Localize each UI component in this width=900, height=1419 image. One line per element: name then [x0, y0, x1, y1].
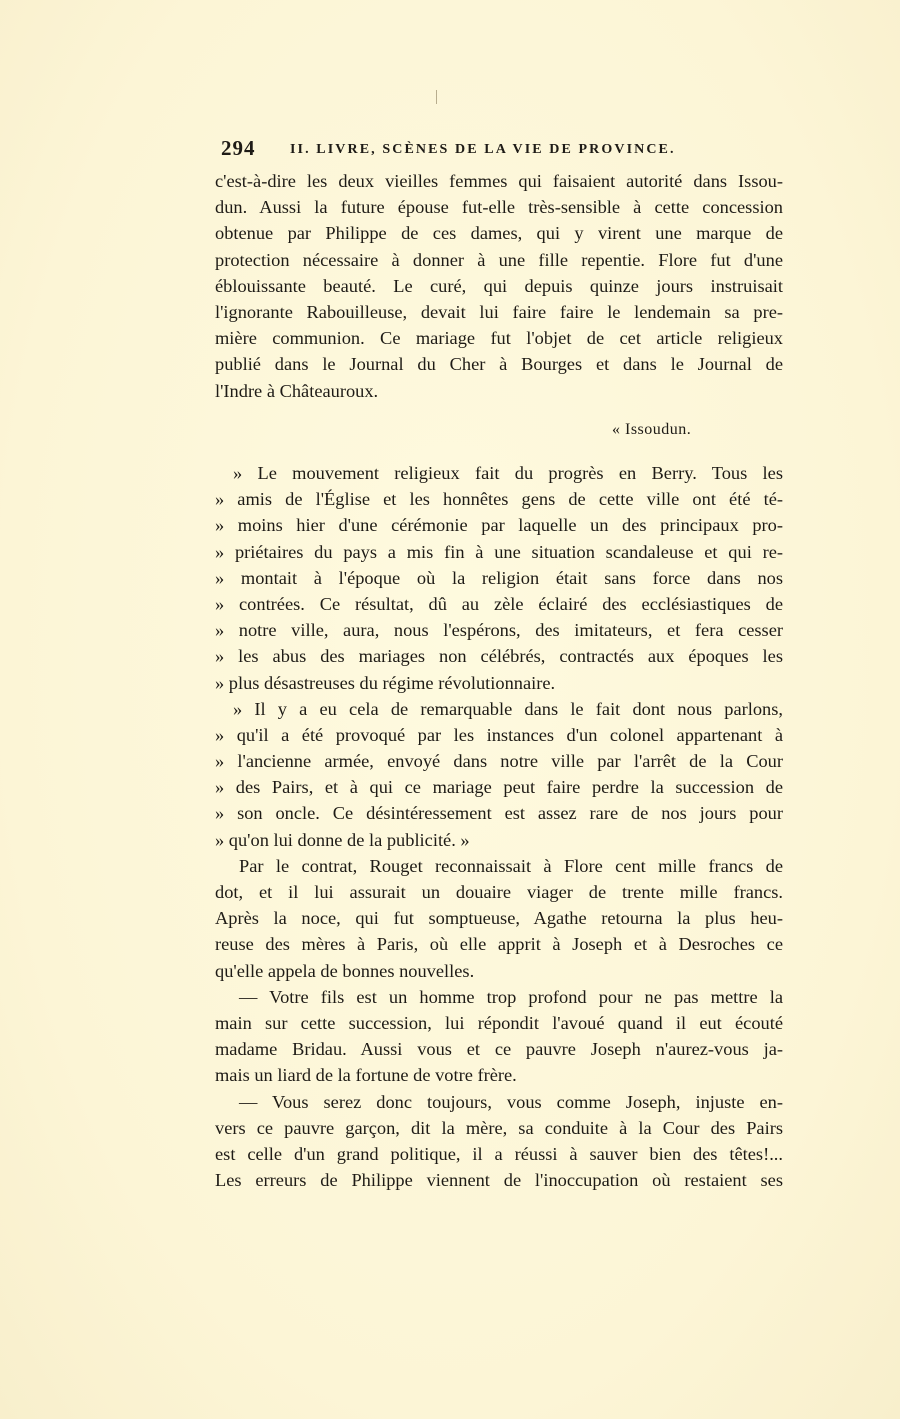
text-line: mière communion. Ce mariage fut l'objet de cet article religieux: [215, 328, 783, 349]
text-line: » priétaires du pays a mis fin à une situation scandaleuse et qui re-: [215, 541, 783, 562]
text-line: protection nécessaire à donner à une fille repentie. Flore fut d'une: [215, 249, 783, 270]
text-line: publié dans le Journal du Cher à Bourges et dans le Journal de: [215, 354, 783, 375]
text-line: mais un liard de la fortune de votre frère.: [215, 1065, 517, 1086]
text-line: » qu'il a été provoqué par les instances d'un colonel appartenant à: [215, 724, 783, 745]
paragraph-intro: [215, 168, 783, 404]
text-line: » les abus des mariages non célébrés, contractés aux époques les: [215, 646, 783, 667]
text-line: » amis de l'Église et les honnêtes gens de cette ville ont été té-: [215, 489, 783, 510]
text-line: qu'elle appela de bonnes nouvelles.: [215, 960, 475, 981]
text-line: main sur cette succession, lui répondit l'avoué quand il eut écouté: [215, 1012, 783, 1033]
paper-mark: [436, 90, 437, 104]
text-line: » des Pairs, et à qui ce mariage peut faire perdre la succession de: [215, 777, 783, 798]
article-and-narrative: [215, 460, 783, 1193]
text-line: obtenue par Philippe de ces dames, qui y virent une marque de: [215, 223, 783, 244]
text-line: Après la noce, qui fut somptueuse, Agathe retourna la plus heu-: [215, 908, 783, 929]
text-line: Par le contrat, Rouget reconnaissait à Flore cent mille francs de: [239, 855, 783, 876]
text-line: » moins hier d'une cérémonie par laquelle un des principaux pro-: [215, 515, 783, 536]
text-line: reuse des mères à Paris, où elle apprit à Joseph et à Desroches ce: [215, 934, 783, 955]
text-line: — Vous serez donc toujours, vous comme Joseph, injuste en-: [239, 1091, 783, 1112]
text-line: l'Indre à Châteauroux.: [215, 380, 379, 401]
text-line: c'est-à-dire les deux vieilles femmes qui faisaient autorité dans Issou-: [215, 171, 783, 191]
text-line: » Le mouvement religieux fait du progrès en Berry. Tous les: [233, 463, 783, 483]
text-line: » plus désastreuses du régime révolutionnaire.: [215, 672, 556, 693]
text-line: » qu'on lui donne de la publicité. »: [215, 829, 470, 850]
text-line: l'ignorante Rabouilleuse, devait lui faire faire le lendemain sa pre-: [215, 301, 783, 322]
running-title: II. LIVRE, SCÈNES DE LA VIE DE PROVINCE.: [290, 142, 676, 157]
text-line: » Il y a eu cela de remarquable dans le fait dont nous parlons,: [233, 698, 783, 719]
text-line: — Votre fils est un homme trop profond pour ne pas mettre la: [239, 986, 783, 1007]
text-line: » notre ville, aura, nous l'espérons, des imitateurs, et fera cesser: [215, 620, 783, 641]
text-line: » l'ancienne armée, envoyé dans notre ville par l'arrêt de la Cour: [215, 751, 783, 772]
article-dateline: « Issoudun.: [612, 421, 692, 438]
text-line: madame Bridau. Aussi vous et ce pauvre Joseph n'aurez-vous ja-: [215, 1039, 783, 1060]
text-line: dot, et il lui assurait un douaire viager de trente mille francs.: [215, 882, 783, 902]
text-line: » contrées. Ce résultat, dû au zèle éclairé des ecclésiastiques de: [215, 593, 783, 614]
text-line: » son oncle. Ce désintéressement est assez rare de nos jours pour: [215, 803, 783, 824]
text-line: est celle d'un grand politique, il a réussi à sauver bien des têtes!...: [215, 1143, 783, 1164]
text-line: » montait à l'époque où la religion était sans force dans nos: [215, 567, 783, 588]
text-line: dun. Aussi la future épouse fut-elle très-sensible à cette concession: [215, 197, 783, 218]
text-line: éblouissante beauté. Le curé, qui depuis quinze jours instruisait: [215, 275, 783, 296]
text-line: vers ce pauvre garçon, dit la mère, sa conduite à la Cour des Pairs: [215, 1117, 783, 1138]
page-number: 294: [221, 136, 256, 160]
running-head: [221, 136, 721, 166]
text-line: Les erreurs de Philippe viennent de l'inoccupation où restaient ses: [215, 1170, 783, 1191]
